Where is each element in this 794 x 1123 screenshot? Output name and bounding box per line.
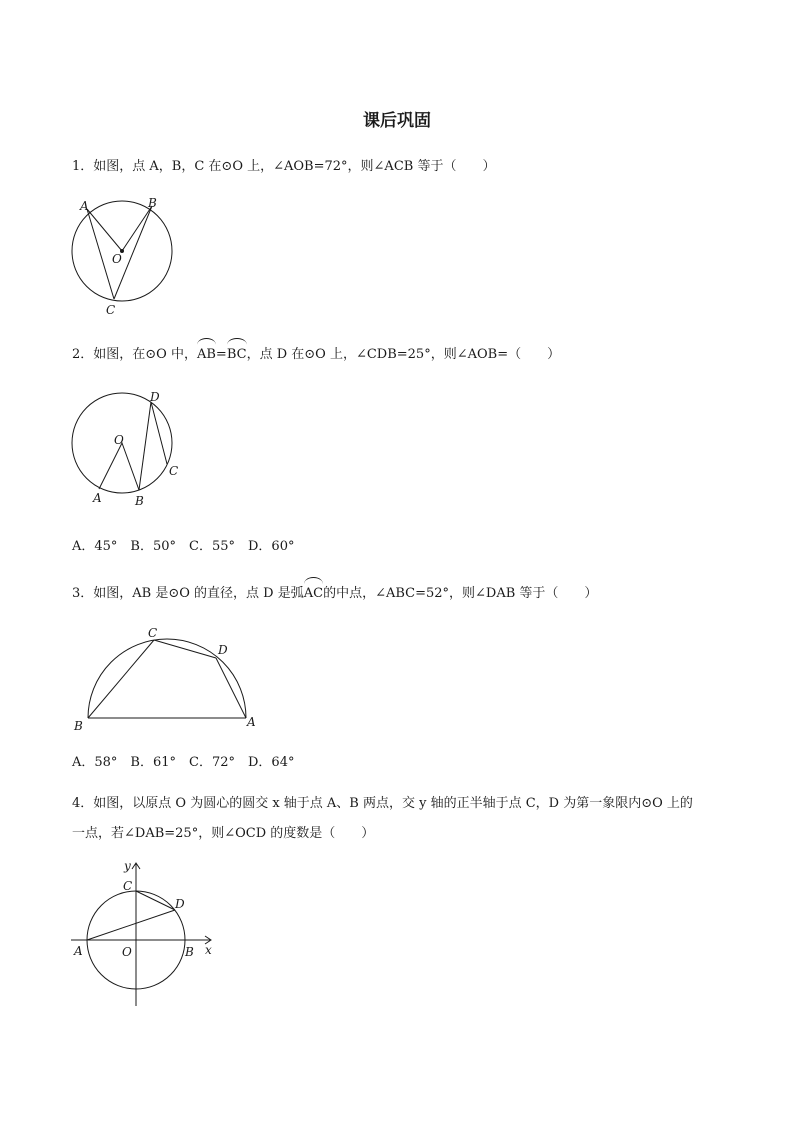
label-d: D xyxy=(150,390,160,404)
chord-db xyxy=(139,402,151,490)
chord-ad xyxy=(87,910,175,940)
question-3-text xyxy=(72,580,597,608)
label-o: O xyxy=(122,945,132,959)
arc-ac: AC xyxy=(304,580,323,608)
chord-dc xyxy=(151,402,167,464)
label-c: C xyxy=(106,303,116,317)
label-o: O xyxy=(114,433,124,447)
question-2-options: A．45° B．50° C．55° D．60° xyxy=(72,539,295,554)
arc-bc: BC xyxy=(227,341,247,369)
label-c: C xyxy=(169,464,179,478)
label-b: B xyxy=(185,945,194,959)
q2-eq: = xyxy=(215,347,227,362)
q2-post: ，点 D 在⊙O 上，∠CDB=25°，则∠AOB=（ ） xyxy=(246,347,561,362)
label-y: y xyxy=(124,859,131,873)
chord-cd xyxy=(136,891,175,910)
question-3-options: A．58° B．61° C．72° D．64° xyxy=(72,755,295,770)
question-1-figure xyxy=(60,192,190,322)
angle-aob xyxy=(87,206,152,251)
label-x: x xyxy=(205,943,212,957)
chord-ac xyxy=(87,209,114,299)
chord-da xyxy=(216,658,246,718)
label-b: B xyxy=(148,196,157,210)
label-a: A xyxy=(74,944,83,958)
label-o: O xyxy=(112,252,122,266)
label-c: C xyxy=(148,626,158,640)
question-1-text: 1．如图，点 A，B，C 在⊙O 上，∠AOB=72°，则∠ACB 等于（ ） xyxy=(72,159,496,174)
label-a: A xyxy=(80,199,89,213)
arc-ab: AB xyxy=(197,341,216,369)
question-2-text xyxy=(72,341,560,369)
question-4-figure xyxy=(65,858,225,1013)
label-d: D xyxy=(218,643,228,657)
question-3-figure xyxy=(70,625,265,735)
question-4-line-2: 一点，若∠DAB=25°，则∠OCD 的度数是（ ） xyxy=(72,826,375,841)
chord-cd xyxy=(154,640,216,658)
q3-post: 的中点，∠ABC=52°，则∠DAB 等于（ ） xyxy=(323,586,598,601)
label-c: C xyxy=(123,879,133,893)
label-a: A xyxy=(93,491,102,505)
label-d: D xyxy=(175,897,185,911)
question-2-figure xyxy=(60,388,190,513)
angle-aob xyxy=(99,443,139,490)
question-4-line-1: 4．如图，以原点 O 为圆心的圆交 x 轴于点 A、B 两点，交 y 轴的正半轴于点 C，D 为第一象限内⊙O 上的 xyxy=(72,796,693,811)
q2-pre: 2．如图，在⊙O 中， xyxy=(72,347,197,362)
label-b: B xyxy=(74,719,83,733)
q3-pre: 3．如图，AB 是⊙O 的直径，点 D 是弧 xyxy=(72,586,304,601)
page-title: 课后巩固 xyxy=(363,111,431,131)
label-a: A xyxy=(247,715,256,729)
label-b: B xyxy=(135,494,144,508)
